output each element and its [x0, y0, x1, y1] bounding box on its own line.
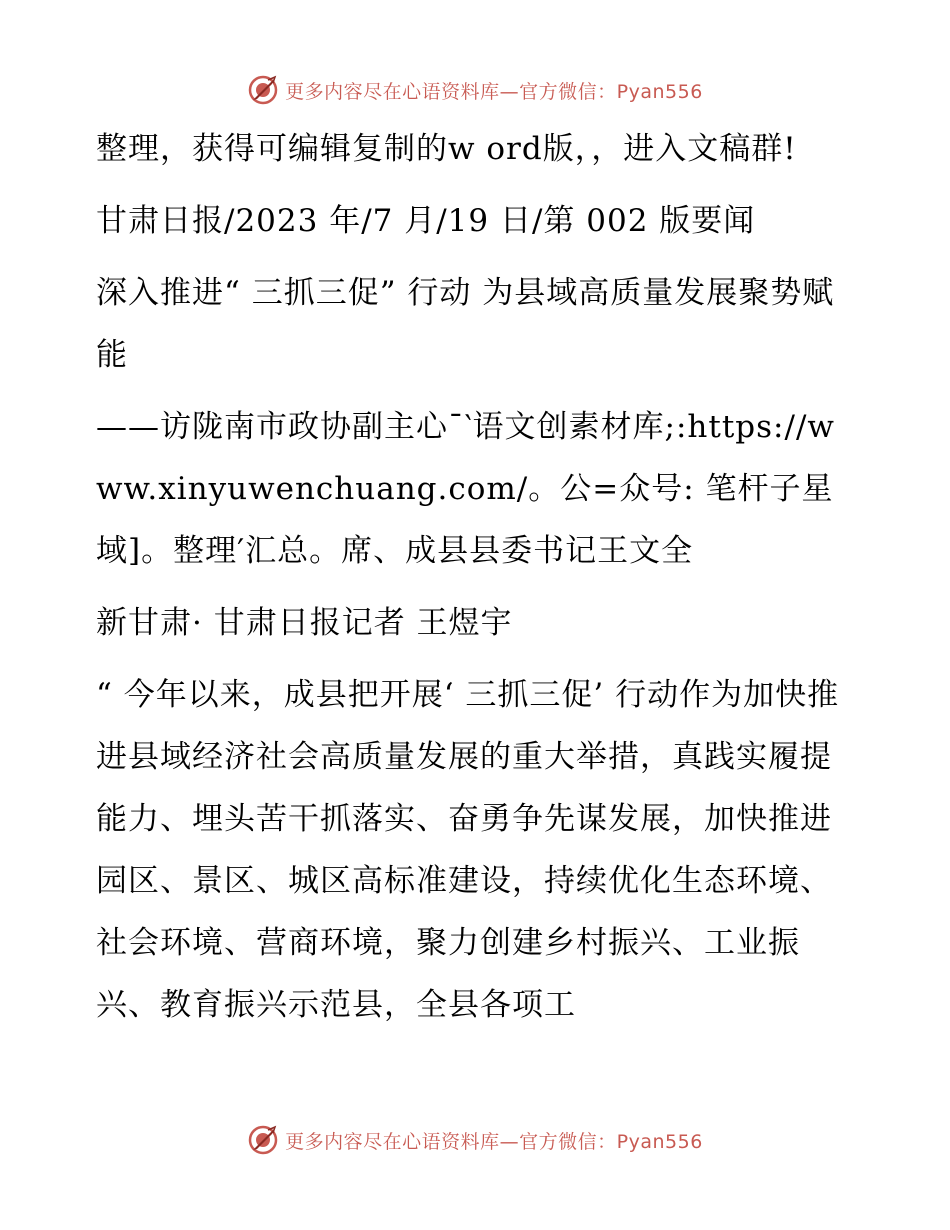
- byline: 新甘肃· 甘肃日报记者 王煜宇: [96, 605, 513, 641]
- feather-pen-circle-icon: [247, 1124, 279, 1156]
- watermark-text: 更多内容尽在心语资料库—官方微信：Pyan556: [285, 80, 703, 103]
- article-subtitle: ——访陇南市政协副主心¯‵语文创素材库;:https://www.xinyuwenchuang.com/。公=众号: 笔杆子星域]。整理′汇总。席、成县县委书记王文全: [96, 409, 835, 569]
- feather-pen-circle-icon: [247, 74, 279, 106]
- document-body: [96, 118, 856, 1046]
- intro-note: 整理，获得可编辑复制的w ord版，，进入文稿群!: [96, 131, 797, 167]
- watermark-text: 更多内容尽在心语资料库—官方微信：Pyan556: [285, 1130, 703, 1153]
- source-line: 甘肃日报/2023 年/7 月/19 日/第 002 版要闻: [96, 203, 756, 239]
- footer-watermark: [0, 1120, 950, 1160]
- article-title: 深入推进“ 三抓三促” 行动 为县域高质量发展聚势赋能: [96, 275, 835, 373]
- header-watermark: [0, 70, 950, 110]
- body-paragraph: “ 今年以来，成县把开展‘ 三抓三促’ 行动作为加快推进县域经济社会高质量发展的重大举措，真践实履提能力、埋头苦干抓落实、奋勇争先谋发展，加快推进园区、景区、城区高标准建设，持续优化生态环境、社会环境、营商环境，聚力创建乡村振兴、工业振兴、教育振兴示范县，全县各项工: [96, 677, 840, 1023]
